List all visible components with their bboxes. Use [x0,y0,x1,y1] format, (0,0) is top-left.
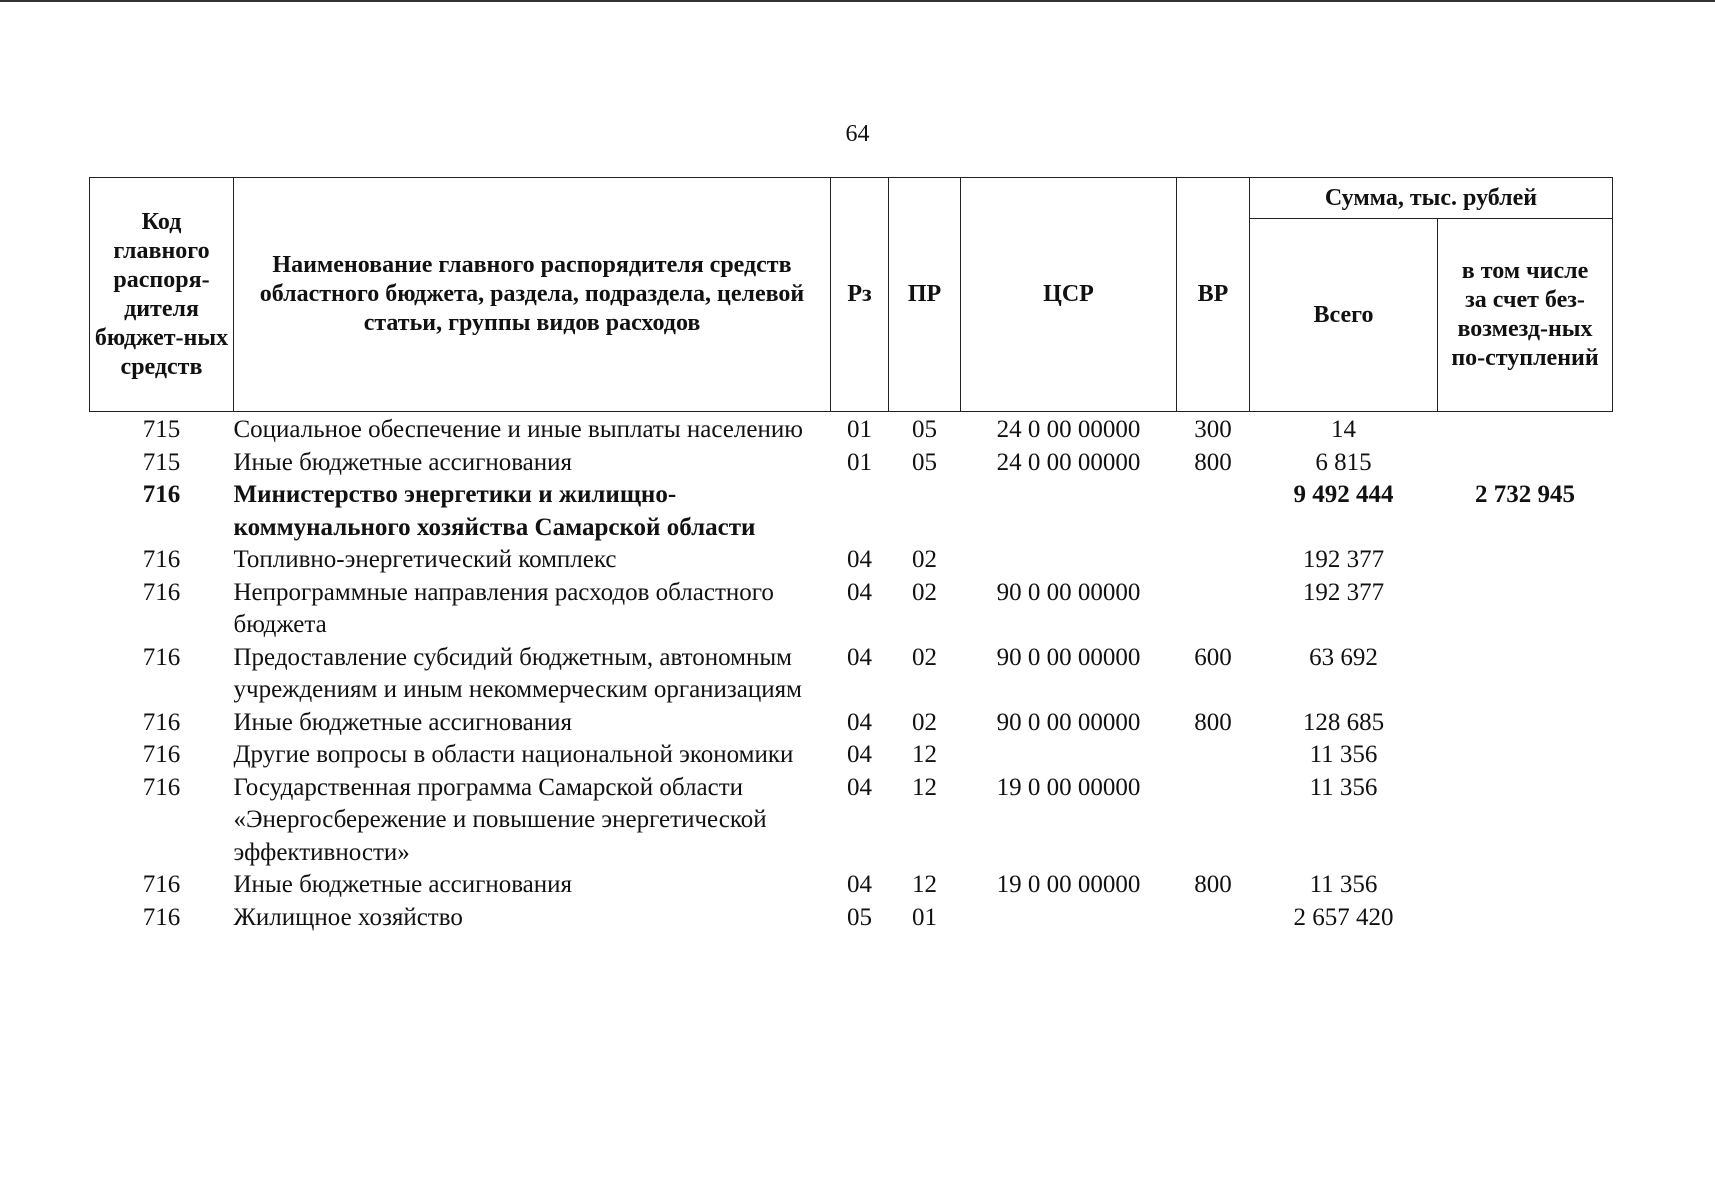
header-total: Всего [1250,219,1438,412]
cell-code: 716 [142,773,181,801]
cell-csr: 19 0 00 00000 [996,773,1141,801]
cell-csr: 24 0 00 00000 [996,416,1141,443]
cell-name: Топливно-энергетический комплекс [233,546,617,573]
cell-csr [961,544,1177,577]
cell-pr [889,479,961,544]
cell-name: Предоставление субсидий бюджетным, автономным учреждениям и иным некоммерческим организациям [233,643,802,703]
cell-gratuitous [1438,902,1613,935]
cell-pr: 05 [912,448,937,476]
table-body [90,412,1613,935]
cell-rz: 04 [847,546,872,573]
cell-rz: 04 [847,871,872,898]
cell-name: Иные бюджетные ассигнования [233,708,573,736]
header-pr: ПР [889,178,961,412]
cell-gratuitous [1438,772,1613,870]
cell-total: 192 377 [1302,546,1385,573]
cell-name: Иные бюджетные ассигнования [233,871,573,898]
header-csr: ЦСР [961,178,1177,412]
cell-csr: 90 0 00 00000 [996,578,1141,606]
table-row [90,577,1613,642]
cell-code: 715 [142,448,181,476]
cell-csr [961,739,1177,772]
cell-total: 14 [1331,416,1356,443]
cell-total: 192 377 [1302,578,1385,606]
cell-vr: 800 [1194,448,1232,476]
cell-csr [961,479,1177,544]
cell-code: 715 [142,416,181,443]
cell-code: 716 [142,481,181,508]
table-row [90,412,1613,447]
header-code: Код главного распоря-дителя бюджет-ных средств [90,178,234,412]
cell-vr [1177,544,1250,577]
cell-name: Другие вопросы в области национальной экономики [233,741,794,768]
cell-code: 716 [142,643,181,671]
cell-name: Непрограммные направления расходов областного бюджета [233,578,774,638]
cell-vr [1177,902,1250,935]
cell-pr: 12 [912,741,937,768]
cell-code: 716 [142,741,181,768]
cell-vr: 300 [1194,416,1232,443]
cell-pr: 12 [912,773,937,801]
cell-name: Иные бюджетные ассигнования [233,448,573,476]
cell-total: 11 356 [1309,871,1378,898]
table-row [90,447,1613,480]
table-header [90,178,1613,412]
budget-table [89,177,1613,934]
cell-csr: 90 0 00 00000 [996,643,1141,671]
cell-rz: 01 [847,448,872,476]
cell-rz: 04 [847,643,872,671]
table-row [90,739,1613,772]
cell-csr: 19 0 00 00000 [996,871,1141,898]
cell-total: 11 356 [1309,741,1378,768]
cell-pr: 02 [912,643,937,671]
top-rule [0,0,1715,2]
table-row [90,479,1613,544]
cell-gratuitous: 2 732 945 [1475,481,1575,508]
cell-code: 716 [142,708,181,736]
table-row [90,902,1613,935]
table-row [90,707,1613,740]
cell-pr: 02 [912,708,937,736]
cell-name: Социальное обеспечение и иные выплаты населению [233,416,803,443]
table-row [90,772,1613,870]
cell-rz: 04 [847,773,872,801]
header-name: Наименование главного распорядителя средств областного бюджета, раздела, подраздела, целевой статьи, группы видов расходов [234,178,831,412]
cell-gratuitous [1438,642,1613,707]
cell-rz: 04 [847,708,872,736]
cell-vr [1177,772,1250,870]
header-vr: ВР [1177,178,1250,412]
cell-pr: 02 [912,578,937,606]
cell-gratuitous [1438,544,1613,577]
cell-csr: 24 0 00 00000 [996,448,1141,476]
cell-code: 716 [142,578,181,606]
table-row [90,642,1613,707]
cell-vr [1177,577,1250,642]
cell-pr: 05 [912,416,937,443]
cell-code: 716 [142,871,181,898]
cell-total: 63 692 [1309,643,1378,671]
header-amount-group: Сумма, тыс. рублей [1250,178,1613,219]
page-number: 64 [845,121,870,147]
cell-total: 2 657 420 [1293,903,1394,931]
cell-vr [1177,479,1250,544]
cell-gratuitous [1438,707,1613,740]
cell-csr [961,902,1177,935]
cell-vr: 800 [1194,708,1232,736]
header-rz: Рз [831,178,889,412]
cell-gratuitous [1438,412,1613,447]
table-row [90,869,1613,902]
cell-total: 128 685 [1302,708,1385,736]
cell-gratuitous [1438,739,1613,772]
header-gratuitous: в том числе за счет без-возмезд-ных по-ступлений [1438,219,1613,412]
cell-total: 11 356 [1309,773,1378,801]
cell-rz: 04 [847,578,872,606]
cell-gratuitous [1438,869,1613,902]
cell-rz: 05 [847,903,872,931]
cell-gratuitous [1438,447,1613,480]
cell-pr: 02 [912,546,937,573]
cell-name: Жилищное хозяйство [233,903,463,931]
cell-rz [831,479,889,544]
cell-csr: 90 0 00 00000 [996,708,1141,736]
cell-name: Государственная программа Самарской области «Энергосбережение и повышение энергетической эффективности» [233,773,767,866]
cell-vr [1177,739,1250,772]
cell-total: 9 492 444 [1293,481,1394,508]
cell-pr: 01 [912,903,937,931]
cell-code: 716 [142,546,181,573]
cell-gratuitous [1438,577,1613,642]
cell-pr: 12 [912,871,937,898]
cell-vr: 800 [1194,871,1232,898]
cell-rz: 01 [847,416,872,443]
table-row [90,544,1613,577]
cell-rz: 04 [847,741,872,768]
cell-vr: 600 [1194,643,1232,671]
cell-total: 6 815 [1315,448,1372,476]
cell-name: Министерство энергетики и жилищно-коммунального хозяйства Самарской области [233,481,756,541]
cell-code: 716 [142,903,181,931]
